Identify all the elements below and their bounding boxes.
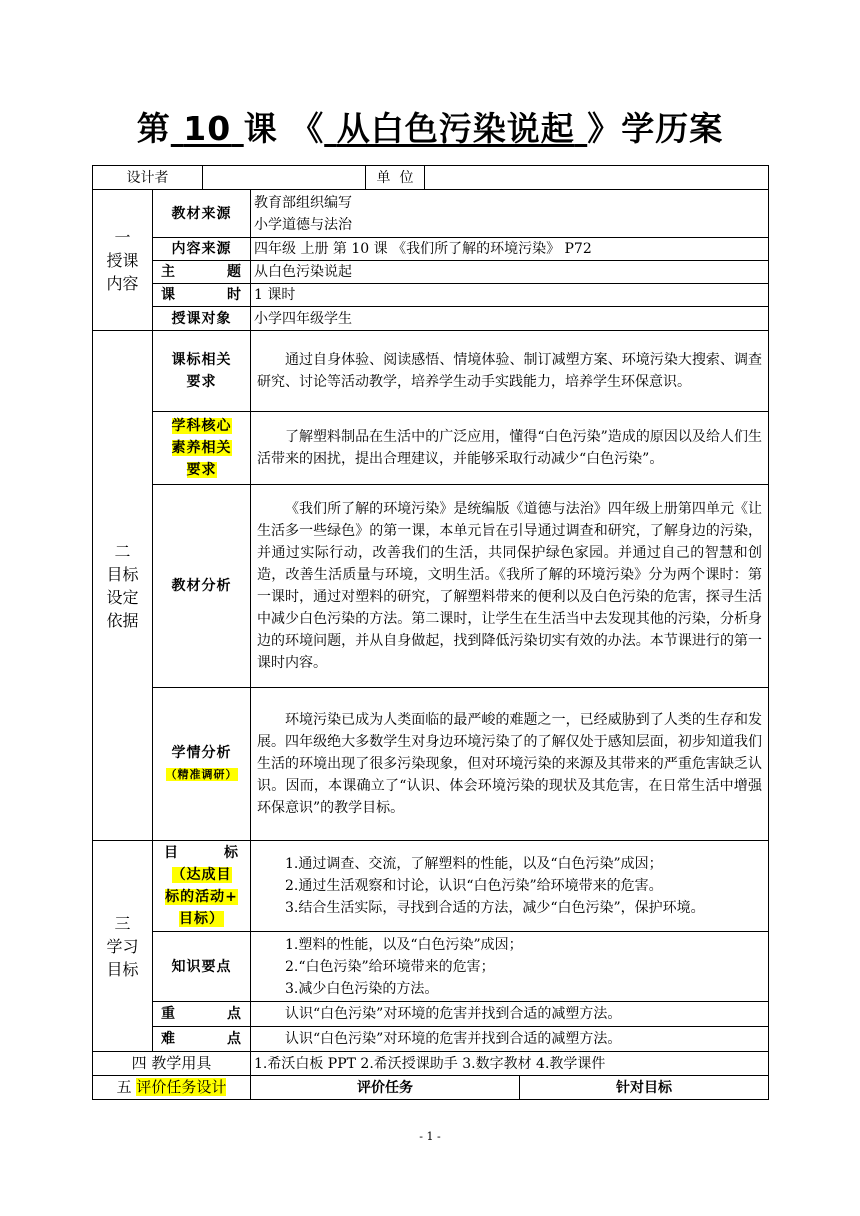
title-lesson-word: 课 《 [243,109,325,148]
row-label-theme: 主 题 [153,261,251,284]
goal-subtitle: （达成目 标的活动+ 目标） [165,867,238,927]
difficulty-text: 认识“白色污染”对环境的危害并找到合适的减塑方法。 [251,1027,769,1052]
student-analysis-subtitle: （精准调研） [165,768,238,781]
goal-label [153,841,251,932]
lesson-name: 从白色污染说起 [336,109,575,148]
key-point-text: 认识“白色污染”对环境的危害并找到合适的减塑方法。 [251,1002,769,1027]
lesson-plan-table [92,165,769,1100]
curriculum-requirement-label: 课标相关 要求 [153,331,251,412]
textbook-analysis-text: 《我们所了解的环境污染》是统编版《道德与法治》四年级上册第四单元《让生活多一些绿色》的第一课，本单元旨在引导通过调查和研究，了解身边的污染，并通过实际行动，改善我们的生活，共同保护绿色家园。并通过自己的智慧和创造，改善生活质量与环境，文明生活。《我所了解的环境污染》分为两个课时：第一课时，通过对塑料的研究，了解塑料带来的便利以及白色污染的危害，探寻生活中减少白色污染的方法。第二课时，让学生在生活当中去发现其他的污染，分析身边的环境问题，并从自身做起，找到降低污染切实有效的办法。本节课进行的第一课时内容。 [251,485,769,688]
lesson-number: 10 [183,109,232,148]
section-2-label: 二 目标 设定 依据 [93,331,153,841]
hours-value: 1 课时 [251,284,769,307]
student-analysis-label [153,688,251,841]
core-literacy-label: 学科核心 素养相关 要求 [153,412,251,485]
curriculum-requirement-text: 通过自身体验、阅读感悟、情境体验、制订减塑方案、环境污染大搜索、调查研究、讨论等活动教学，培养学生动手实践能力，培养学生环保意识。 [251,331,769,412]
unit-value[interactable] [425,166,769,190]
theme-value: 从白色污染说起 [251,261,769,284]
goal-item: 3.结合生活实际，寻找到合适的方法，减少“白色污染”，保护环境。 [285,900,705,916]
textbook-analysis-label: 教材分析 [153,485,251,688]
row-label-hours: 课 时 [153,284,251,307]
row-label-textbook-source: 教材来源 [153,190,251,238]
section-5-label: 五 评价任务设计 [93,1076,251,1100]
title-suffix: 》学历案 [587,109,724,148]
goal-item: 1.通过调查、交流，了解塑料的性能，以及“白色污染”成因； [285,856,663,872]
page-number: - 1 - [419,1130,441,1143]
knowledge-item: 2.“白色污染”给环境带来的危害； [285,958,495,975]
difficulty-label: 难 点 [153,1027,251,1052]
page-title [0,103,860,150]
audience-value: 小学四年级学生 [251,307,769,331]
section-4-label: 四 教学用具 [93,1052,251,1076]
core-literacy-text: 了解塑料制品在生活中的广泛应用，懂得“白色污染”造成的原因以及给人们生活带来的困扰，提出合理建议，并能够采取行动减少“白色污染”。 [251,412,769,485]
designer-value[interactable] [203,166,366,190]
title-prefix: 第 [136,109,171,148]
target-goal-header: 针对目标 [520,1076,769,1100]
section-3-label: 三 学习 目标 [93,841,153,1052]
section-5-highlight: 评价任务设计 [136,1078,227,1096]
textbook-source-value: 教育部组织编写 小学道德与法治 [251,190,769,238]
goal-list [251,841,769,932]
goal-title: 目 标 [164,845,239,861]
knowledge-item: 3.减少白色污染的方法。 [285,980,439,997]
content-source-value: 四年级 上册 第 10 课 《我们所了解的环境污染》 P72 [251,238,769,261]
key-point-label: 重 点 [153,1002,251,1027]
goal-item: 2.通过生活观察和讨论，认识“白色污染”给环境带来的危害。 [285,878,663,894]
student-analysis-text: 环境污染已成为人类面临的最严峻的难题之一，已经威胁到了人类的生存和发展。四年级绝大多数学生对身边环境污染了的了解仅处于感知层面，初步知道我们生活的环境出现了很多污染现象，但对环境污染的来源及其带来的严重危害缺乏认识。因而，本课确立了“认识、体会环境污染的现状及其危害，在日常生活中增强环保意识”的教学目标。 [251,688,769,841]
knowledge-points-label: 知识要点 [153,932,251,1002]
knowledge-item: 1.塑料的性能，以及“白色污染”成因； [285,936,523,953]
unit-label: 单 位 [366,166,425,190]
eval-task-header: 评价任务 [251,1076,520,1100]
section-1-label: 一 授课 内容 [93,190,153,331]
row-label-content-source: 内容来源 [153,238,251,261]
row-label-audience: 授课对象 [153,307,251,331]
knowledge-points-list [251,932,769,1002]
designer-label: 设计者 [93,166,203,190]
student-analysis-title: 学情分析 [171,745,232,761]
teaching-tools-text: 1.希沃白板 PPT 2.希沃授课助手 3.数字教材 4.教学课件 [251,1052,769,1076]
